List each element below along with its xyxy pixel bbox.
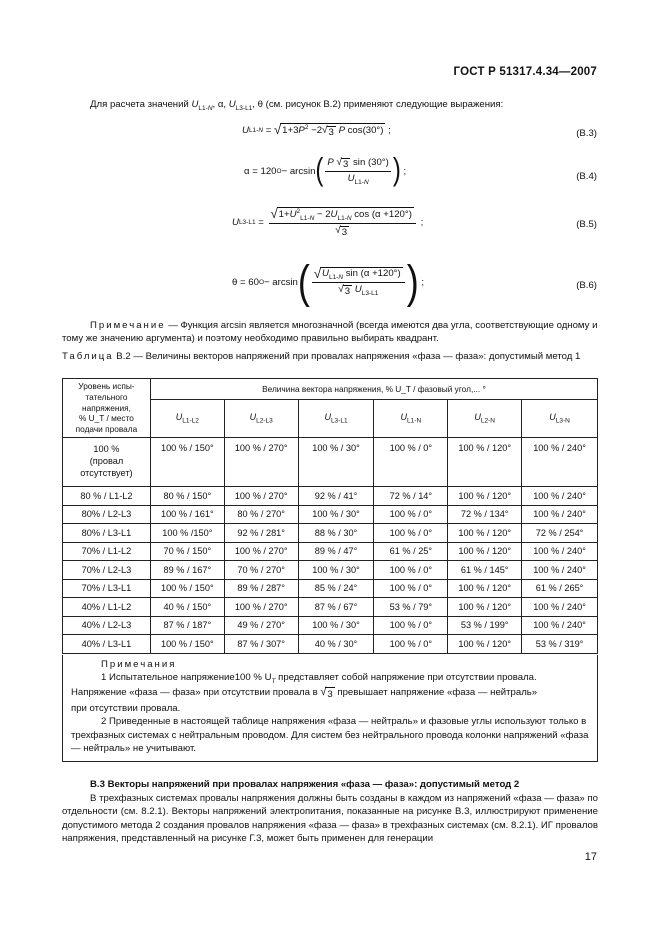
col-header: $U_{L2-L3}$	[224, 400, 298, 438]
value-cell: 100 % / 0°	[374, 524, 448, 543]
equation-b5: U L3-L1 = √ $1+U^2_{L1-N} - 2U_{L1-N}$ cos (α +120°) √ 3 ; (B.5)	[232, 206, 597, 239]
value-cell: 53 % / 319°	[522, 635, 598, 654]
value-cell: 92 % / 41°	[298, 487, 374, 506]
value-cell: 100 % /150°	[150, 524, 224, 543]
value-cell: 100 % / 30°	[298, 616, 374, 635]
table-rowhead: Уровень испы- тательного напряжения, % U_T / место подачи провала	[63, 379, 151, 438]
value-cell: 89 % / 167°	[150, 561, 224, 580]
value-cell: 80 % / 150°	[150, 487, 224, 506]
table-group-header: Величина вектора напряжения, % U_T / фазовый угол,... °	[150, 379, 597, 400]
value-cell: 70 % / 270°	[224, 561, 298, 580]
level-cell: 80% / L3-L1	[63, 524, 151, 543]
level-cell: 80% / L2-L3	[63, 505, 151, 524]
value-cell: 72 % / 134°	[448, 505, 522, 524]
table-row	[63, 561, 598, 580]
note-arcsin: Примечание — Функция arcsin является многозначной (всегда имеются два угла, соответствующие одному и тому же значению аргумента) и поэтому необходимо правильно выбирать квадрант.	[62, 320, 598, 345]
level-cell: 40% / L2-L3	[63, 616, 151, 635]
intro-text: Для расчета значений $U_{L1-N}$, α, $U_{L3-L1}$, θ (см. рисунок В.2) применяют следующие выражения:	[90, 99, 504, 112]
value-cell: 100 % / 270°	[224, 542, 298, 561]
col-header: $U_{L1-L2}$	[150, 400, 224, 438]
value-cell: 100 % / 150°	[150, 635, 224, 654]
value-cell: 87 % / 187°	[150, 616, 224, 635]
value-cell: 100 % / 120°	[448, 487, 522, 506]
equation-b4: α = 120 O − arcsin ( P √ 3 sin (30°) $U_{L1-N}$ ) ; (B.4)	[244, 153, 597, 189]
value-cell: 89 % / 287°	[224, 579, 298, 598]
table-row	[63, 635, 598, 654]
value-cell: 92 % / 281°	[224, 524, 298, 543]
table-row	[63, 524, 598, 543]
value-cell: 61 % / 145°	[448, 561, 522, 580]
value-cell: 88 % / 30°	[298, 524, 374, 543]
col-header: $U_{L3-N}$	[522, 400, 598, 438]
table-notes: Примечания 1 Испытательное напряжение100 % $U_T$ представляет собой напряжение при отсутствии провала. Напряжение «фаза — фаза» при отсутствии провала в √ 3 превышает напряжение «фаза — нейтраль» при отсутствии провала. 2 Приведенные в настоящей таблице напряжения «фаза — нейтраль» и фазовые углы используют только в трехфазных системах с нейтральным проводом. Для систем без нейтрального провода колонки напряжений «фаза — нейтраль» не учитывают.	[62, 655, 598, 762]
value-cell: 80 % / 270°	[224, 505, 298, 524]
table-row	[63, 616, 598, 635]
table-caption: Таблица В.2 — Величины векторов напряжений при провалах напряжения «фаза — фаза»: допустимый метод 1	[62, 351, 581, 362]
value-cell: 100 % / 0°	[374, 579, 448, 598]
value-cell: 89 % / 47°	[298, 542, 374, 561]
value-cell: 100 % / 270°	[224, 598, 298, 617]
value-cell: 100 % / 30°	[298, 561, 374, 580]
col-header: $U_{L2-N}$	[448, 400, 522, 438]
value-cell: 100 % / 0°	[374, 616, 448, 635]
section-title: В.3 Векторы напряжений при провалах напряжения «фаза — фаза»: допустимый метод 2	[90, 779, 520, 790]
value-cell: 100 % / 30°	[298, 505, 374, 524]
value-cell: 100 % / 120°	[448, 579, 522, 598]
value-cell: 40 % / 150°	[150, 598, 224, 617]
level-cell: 70% / L2-L3	[63, 561, 151, 580]
value-cell: 72 % / 14°	[374, 487, 448, 506]
value-cell: 87 % / 307°	[224, 635, 298, 654]
value-cell: 100 % / 240°	[522, 616, 598, 635]
value-cell: 100 % / 120°	[448, 635, 522, 654]
value-cell: 100 % / 0°	[374, 438, 448, 487]
value-cell: 100 % / 270°	[224, 487, 298, 506]
table-row	[63, 579, 598, 598]
table-row	[63, 438, 598, 487]
col-header: $U_{L3-L1}$	[298, 400, 374, 438]
value-cell: 100 % / 240°	[522, 598, 598, 617]
value-cell: 100 % / 240°	[522, 505, 598, 524]
value-cell: 100 % / 240°	[522, 438, 598, 487]
section-paragraph: В трехфазных системах провалы напряжения должны быть созданы в каждом из напряжений «фаза — фаза» по отдельности (см. 8.2.1). Векторы напряжений электропитания, показанные на рисунке В.3, иллюстрируют применение допустимого метода 2 создания провалов напряжения «фаза — фаза» в трехфазных системах (см. 8.2.1). ИГ провалов напряжения, представленный на рисунке Г.3, может быть применен для генерации	[62, 792, 598, 845]
level-cell: 40% / L3-L1	[63, 635, 151, 654]
page-number: 17	[584, 851, 597, 863]
value-cell: 49 % / 270°	[224, 616, 298, 635]
level-cell: 70% / L3-L1	[63, 579, 151, 598]
value-cell: 100 % / 240°	[522, 542, 598, 561]
value-cell: 53 % / 79°	[374, 598, 448, 617]
value-cell: 100 % / 0°	[374, 561, 448, 580]
value-cell: 100 % / 0°	[374, 635, 448, 654]
level-cell: 80 % / L1-L2	[63, 487, 151, 506]
value-cell: 40 % / 30°	[298, 635, 374, 654]
value-cell: 100 % / 240°	[522, 561, 598, 580]
equation-b6: θ = 60 O − arcsin ( √ $U_{L1-N}$ sin (α +120°) √ 3 $U_{L3-L1}$ ) ; (B.6)	[232, 254, 597, 308]
value-cell: 70 % / 150°	[150, 542, 224, 561]
value-cell: 100 % / 120°	[448, 524, 522, 543]
value-cell: 61 % / 265°	[522, 579, 598, 598]
value-cell: 100 % / 161°	[150, 505, 224, 524]
col-header: $U_{L1-N}$	[374, 400, 448, 438]
value-cell: 100 % / 120°	[448, 598, 522, 617]
table-row	[63, 542, 598, 561]
level-cell: 70% / L1-L2	[63, 542, 151, 561]
value-cell: 100 % / 150°	[150, 579, 224, 598]
value-cell: 100 % / 240°	[522, 487, 598, 506]
value-cell: 61 % / 25°	[374, 542, 448, 561]
level-cell: 40% / L1-L2	[63, 598, 151, 617]
value-cell: 85 % / 24°	[298, 579, 374, 598]
section-b3	[62, 778, 598, 846]
table-row	[63, 598, 598, 617]
level-cell: 100 % (провал отсутствует)	[63, 438, 151, 487]
value-cell: 53 % / 199°	[448, 616, 522, 635]
value-cell: 100 % / 120°	[448, 542, 522, 561]
value-cell: 100 % / 30°	[298, 438, 374, 487]
table-row	[63, 487, 598, 506]
value-cell: 72 % / 254°	[522, 524, 598, 543]
value-cell: 100 % / 120°	[448, 438, 522, 487]
value-cell: 100 % / 0°	[374, 505, 448, 524]
document-header: ГОСТ Р 51317.4.34—2007	[453, 66, 597, 78]
value-cell: 100 % / 150°	[150, 438, 224, 487]
value-cell: 87 % / 67°	[298, 598, 374, 617]
equation-b3: U L1-N = √ $1+3P^2 -2$ √ 3 P cos(30°) ; (B.3)	[242, 122, 597, 139]
table-row	[63, 505, 598, 524]
value-cell: 100 % / 270°	[224, 438, 298, 487]
voltage-vector-table	[62, 378, 598, 654]
